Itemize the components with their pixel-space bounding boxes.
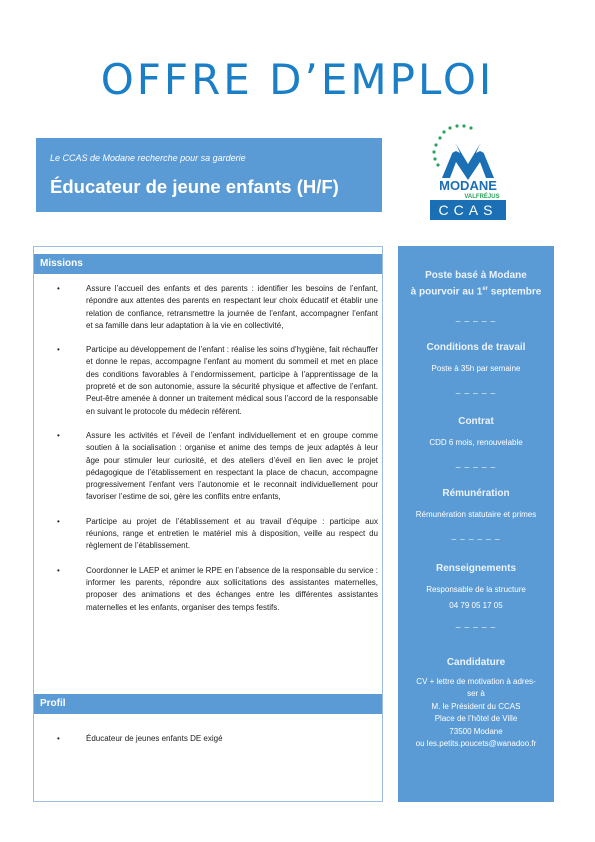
- bullet-icon: •: [57, 430, 60, 440]
- logo-ccas: CCAS: [430, 200, 506, 220]
- list-item: • Éducateur de jeunes enfants DE exigé: [56, 733, 378, 745]
- separator: _ _ _ _ _: [455, 385, 497, 394]
- candidature-heading: Candidature: [446, 657, 506, 668]
- list-item: • Participe au développement de l’enfant : réalise les soins d’hygiène, fait réchauffer et donne le repas, accompagne l’enfant au moment du sommeil et met en place des conditions favorables à l’endormissement, participe à l’apprentissage de la propreté et de son autonomie, assure la sécurité physique et affective de l’enfant. Peut-être amenée à donner un traitement médical sous l’accord de la responsable en suivant le protocole du médecin référent.: [57, 345, 378, 416]
- candidature-line: CV + lettre de motivation à adres-: [416, 676, 536, 686]
- page-title: OFFRE D’EMPLOI: [100, 55, 495, 104]
- renseignements-heading: Renseignements: [435, 563, 517, 574]
- candidature-line: 73500 Modane: [449, 726, 503, 736]
- bullet-icon: •: [57, 345, 60, 355]
- separator: _ _ _ _ _: [455, 619, 497, 628]
- list-item: • Coordonner le LAEP et animer le RPE en l’absence de la responsable du service : informer les parents, répondre aux sollicitations des assistantes maternelles, proposer des animations et des échanges entre les différentes assistantes maternelles et les enfants, organiser des temps festifs.: [57, 565, 378, 612]
- candidature-line: M. le Président du CCAS: [431, 701, 521, 711]
- conditions-heading: Conditions de travail: [426, 342, 526, 353]
- candidature-line: ser à: [467, 689, 485, 698]
- location-line-2: à pourvoir au 1er septembre: [410, 285, 542, 297]
- job-banner: [36, 138, 382, 212]
- bullet-icon: •: [57, 516, 60, 526]
- contrat-text: CDD 6 mois, renouvelable: [429, 437, 523, 447]
- modane-ccas-logo: [420, 120, 516, 224]
- mountain-logo-icon: [420, 120, 516, 200]
- logo-name: MODANE: [439, 178, 497, 193]
- contrat-heading: Contrat: [458, 416, 494, 427]
- job-details-sidebar: [398, 246, 554, 802]
- separator: _ _ _ _ _ _: [451, 531, 501, 540]
- bullet-icon: •: [57, 284, 60, 293]
- remuneration-text: Rémunération statutaire et primes: [415, 509, 537, 519]
- missions-list: [56, 283, 378, 626]
- renseignements-contact: Responsable de la structure: [426, 584, 526, 594]
- list-item: • Participe au projet de l’établissement et au travail d’équipe : participe aux réunions, range et entretien le matériel mis à disposition, veille au respect du règlement de l’établissement.: [57, 516, 378, 551]
- candidature-email: ou les.petits.poucets@wanadoo.fr: [415, 739, 537, 748]
- location-line-1: Poste basé à Modane: [425, 270, 527, 281]
- separator: _ _ _ _ _: [455, 313, 497, 322]
- list-item: • Assure les activités et l’éveil de l’enfant individuellement et en groupe comme soutien à la socialisation : organise et anime des temps de jeux adaptés à leur âge pour stimuler leur curiosité, et des ateliers d’éveil en lien avec le projet pédagogique de l’établissement en respectant la place de chacun, accompagne progressivement l’enfant vers l’autonomie et le reconnait individuellement pour favoriser l’estime de soi, gère les conflits entre enfants,: [57, 430, 378, 502]
- bullet-icon: •: [57, 734, 60, 743]
- bullet-icon: •: [57, 565, 60, 575]
- missions-heading: Missions: [34, 254, 382, 274]
- logo-sub: VALFRÉJUS: [464, 194, 500, 200]
- separator: _ _ _ _ _: [455, 459, 497, 468]
- candidature-line: Place de l’hôtel de Ville: [434, 714, 518, 723]
- profil-heading: Profil: [34, 694, 382, 714]
- profil-list: [56, 733, 378, 745]
- list-item: • Assure l’accueil des enfants et des parents : identifier les besoins de l’enfant, répondre aux attentes des parents en respectant leur choix éducatif et établir une relation de confiance, retransmettre la journée de l’enfant, accompagner l’enfant et sa famille dans leur adaptation à la vie en collectivité,: [57, 284, 378, 330]
- renseignements-phone: 04 79 05 17 05: [449, 601, 503, 610]
- conditions-text: Poste à 35h par semaine: [431, 363, 521, 373]
- job-title: Éducateur de jeune enfants (H/F): [50, 176, 339, 197]
- remuneration-heading: Rémunération: [442, 488, 510, 499]
- banner-kicker: Le CCAS de Modane recherche pour sa garderie: [50, 153, 246, 163]
